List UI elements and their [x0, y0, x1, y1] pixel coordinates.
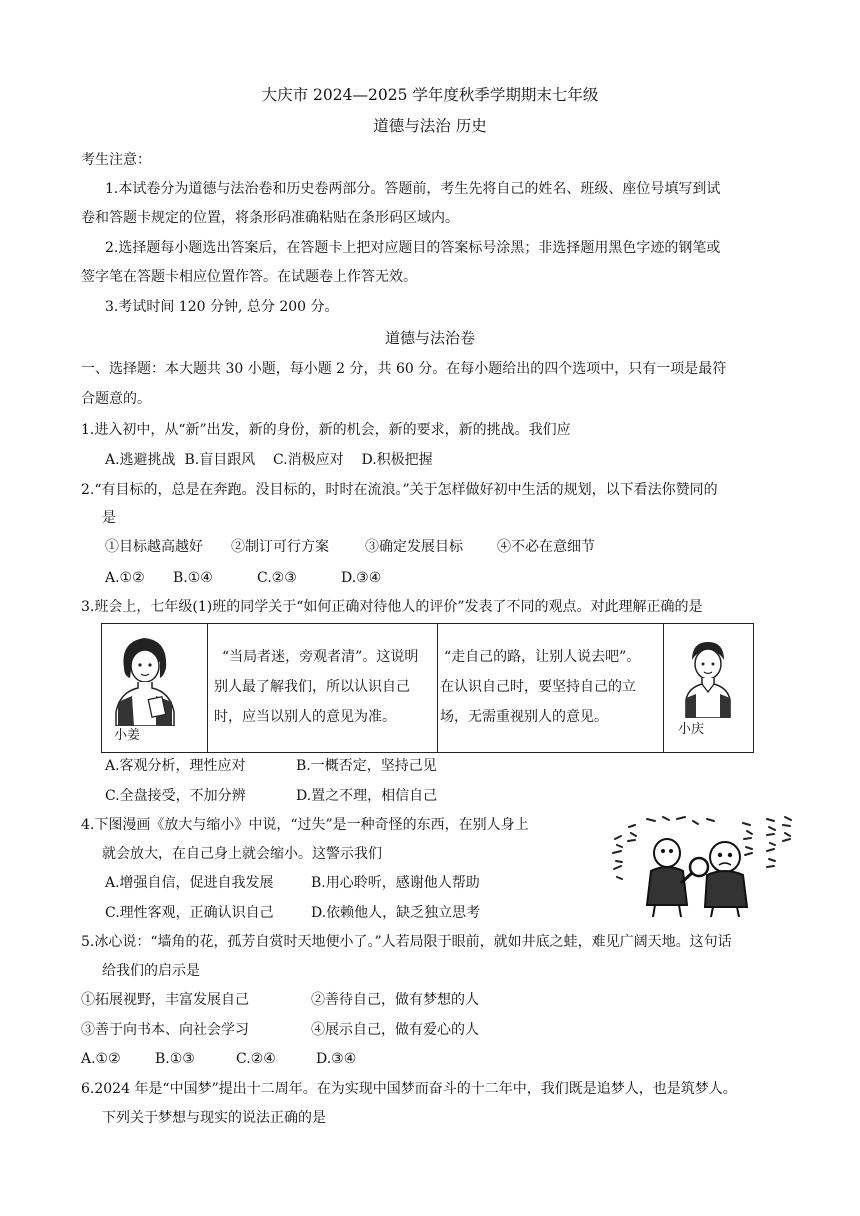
q2-option-a: A.①② — [105, 570, 145, 586]
q2-option-c: C.②③ — [257, 570, 297, 586]
magnify-shrink-cartoon-icon — [607, 813, 795, 917]
q4-option-b: B.用心聆听，感谢他人帮助 — [311, 875, 480, 891]
q3-left-quote-cell — [208, 624, 438, 753]
q5-item-1: ①拓展视野，丰富发展自己 — [81, 992, 249, 1008]
q3-option-b: B.一概否定，坚持己见 — [296, 758, 437, 774]
q2-item-4: ④不必在意细节 — [497, 539, 595, 555]
q3-right-quote-line-3: 场，无需重视别人的意见。 — [440, 709, 608, 725]
q4-option-d: D.依赖他人，缺乏独立思考 — [311, 905, 481, 921]
q4-stem: 4.下图漫画《放大与缩小》中说，“过失”是一种奇怪的东西，在别人身上 — [81, 817, 529, 833]
q5-item-2: ②善待自己，做有梦想的人 — [311, 992, 479, 1008]
q3-right-quote-line-2: 在认识自己时，要坚持自己的立 — [440, 679, 636, 695]
q2-stem-cont: 是 — [102, 510, 116, 526]
q3-left-quote-line-2: 别人最了解我们，所以认识自己 — [214, 679, 410, 695]
q3-right-figure-cell — [664, 624, 754, 753]
q3-left-quote-line-1: “当局者迷，旁观者清”。这说明 — [222, 649, 419, 665]
q5-stem: 5.冰心说：“墙角的花，孤芳自赏时天地便小了。”人若局限于眼前，就如井底之蛙，难见广阔天地。这句话 — [81, 934, 732, 950]
q6-stem-cont: 下列关于梦想与现实的说法正确的是 — [102, 1110, 326, 1126]
q5-stem-cont: 给我们的启示是 — [102, 963, 200, 979]
q2-item-3: ③确定发展目标 — [365, 539, 463, 555]
q3-option-d: D.置之不理，相信自己 — [296, 788, 438, 804]
q5-item-3: ③善于向书本、向社会学习 — [81, 1022, 249, 1038]
q3-option-a: A.客观分析，理性应对 — [105, 758, 246, 774]
boy-figure-icon — [678, 638, 738, 718]
notice-item-2-cont: 签字笔在答题卡相应位置作答。在试题卷上作答无效。 — [81, 269, 417, 285]
notice-item-1: 1.本试卷分为道德与法治卷和历史卷两部分。答题前，考生先将自己的姓名、班级、座位号填写到试 — [105, 181, 721, 197]
q2-item-1: ①目标越高越好 — [105, 539, 203, 555]
q3-opinion-table — [101, 623, 754, 753]
q5-option-c: C.②④ — [236, 1051, 276, 1067]
q5-item-4: ④展示自己，做有爱心的人 — [311, 1022, 479, 1038]
section-instructions-cont: 合题意的。 — [81, 391, 151, 407]
q4-option-a: A.增强自信，促进自我发展 — [105, 875, 274, 891]
q1-stem: 1.进入初中，从“新”出发，新的身份，新的机会，新的要求，新的挑战。我们应 — [81, 422, 571, 438]
q4-stem-cont: 就会放大，在自己身上就会缩小。这警示我们 — [102, 846, 382, 862]
q5-option-a: A.①② — [81, 1051, 121, 1067]
q3-left-quote-line-3: 时，应当以别人的意见为准。 — [214, 709, 396, 725]
q5-option-b: B.①③ — [155, 1051, 195, 1067]
q3-left-name: 小姜 — [114, 728, 141, 743]
q1-options: A.逃避挑战 B.盲目跟风 C.消极应对 D.积极把握 — [105, 452, 433, 468]
q5-option-d: D.③④ — [316, 1051, 357, 1067]
q6-stem: 6.2024 年是“中国梦”提出十二周年。在为实现中国梦而奋斗的十二年中，我们既是追梦人，也是筑梦人。 — [81, 1081, 737, 1097]
section-instructions: 一、选择题：本大题共 30 小题，每小题 2 分，共 60 分。在每小题给出的四个选项中，只有一项是最符 — [81, 361, 727, 377]
notice-item-2: 2.选择题每小题选出答案后，在答题卡上把对应题目的答案标号涂黑；非选择题用黑色字迹的钢笔或 — [105, 240, 721, 256]
exam-subtitle: 道德与法治 历史 — [373, 117, 487, 135]
girl-figure-icon — [110, 632, 180, 726]
q3-right-quote-cell — [438, 624, 664, 753]
exam-title: 大庆市 2024—2025 学年度秋季学期期末七年级 — [261, 86, 599, 104]
q3-right-quote-line-1: “走自己的路，让别人说去吧”。 — [444, 649, 641, 665]
notice-item-3: 3.考试时间 120 分钟, 总分 200 分。 — [105, 299, 339, 315]
q3-right-name: 小庆 — [678, 722, 705, 737]
q2-option-b: B.①④ — [173, 570, 213, 586]
q2-stem: 2.“有目标的，总是在奔跑。没目标的，时时在流浪。”关于怎样做好初中生活的规划，以下看法你赞同的 — [81, 482, 718, 498]
q3-option-c: C.全盘接受，不加分辨 — [105, 788, 246, 804]
q3-left-figure-cell — [102, 624, 208, 753]
notice-heading: 考生注意： — [81, 152, 151, 168]
q4-option-c: C.理性客观，正确认识自己 — [105, 905, 274, 921]
q2-option-d: D.③④ — [341, 570, 382, 586]
q2-item-2: ②制订可行方案 — [231, 539, 329, 555]
q3-stem: 3.班会上，七年级(1)班的同学关于“如何正确对待他人的评价”发表了不同的观点。对此理解正确的是 — [81, 599, 703, 615]
notice-item-1-cont: 卷和答题卡规定的位置，将条形码准确粘贴在条形码区域内。 — [81, 210, 459, 226]
section-title: 道德与法治卷 — [384, 329, 475, 347]
